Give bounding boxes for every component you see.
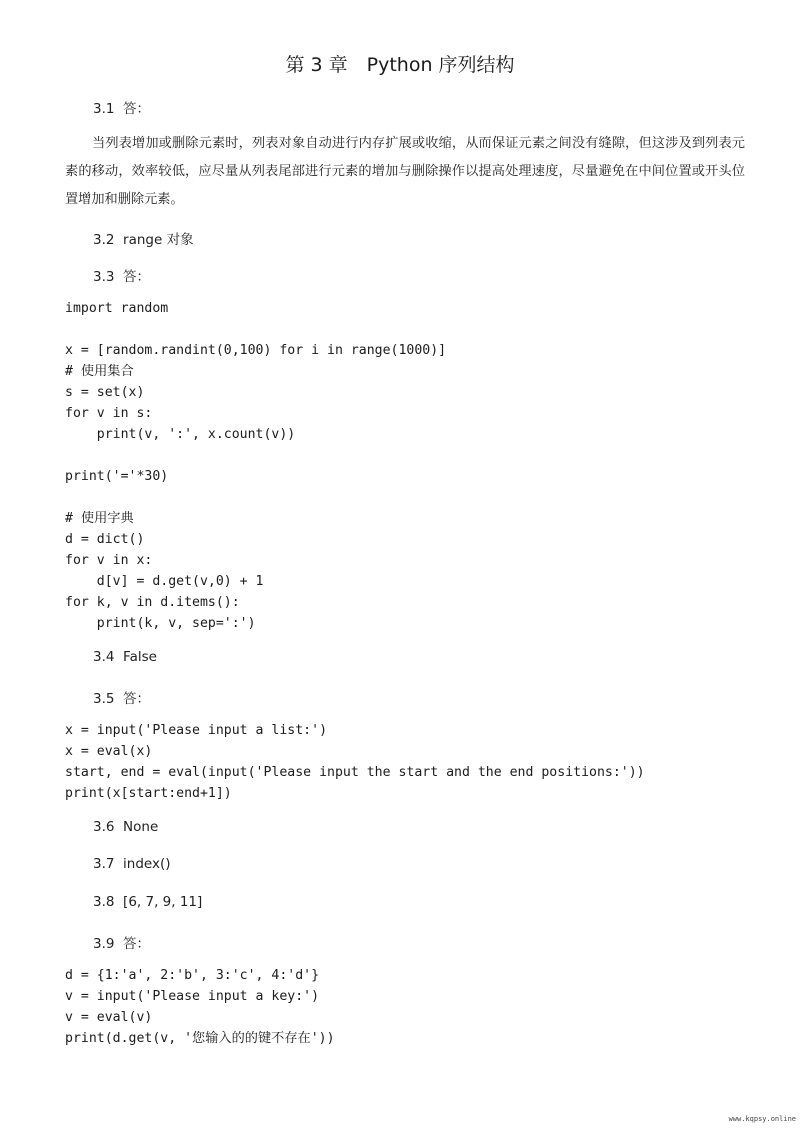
code-block-3-5: x = input('Please input a list:') x = eval(x) start, end = eval(input('Please input the start and the end positions:')) print(x[start:end+1]) bbox=[65, 723, 645, 801]
section-3-4-answer: 3.4 False bbox=[93, 649, 157, 665]
section-3-6-answer: 3.6 None bbox=[93, 819, 159, 835]
code-block-3-3: import random x = [random.randint(0,100) for i in range(1000)] # 使用集合 s = set(x) for v in s: print(v, ':', x.count(v)) print('='*30) # 使用字典 d = dict() for v in x: d[v] = d.get(v,0) + 1 for k, v in d.items(): print(k, v, sep=':') bbox=[65, 301, 447, 631]
code-block-3-9: d = {1:'a', 2:'b', 3:'c', 4:'d'} v = input('Please input a key:') v = eval(v) print(d.get(v, '您输入的的键不存在')) bbox=[65, 968, 335, 1046]
watermark: www.kqpsy.online bbox=[728, 1115, 796, 1123]
chapter-title: 第 3 章 Python 序列结构 bbox=[285, 54, 515, 76]
section-3-8-answer: 3.8 [6, 7, 9, 11] bbox=[93, 894, 203, 910]
section-3-9-heading: 3.9 答： bbox=[93, 936, 151, 952]
section-3-7-answer: 3.7 index() bbox=[93, 856, 171, 872]
section-3-5-heading: 3.5 答： bbox=[93, 691, 151, 707]
section-3-2-answer: 3.2 range 对象 bbox=[93, 232, 194, 248]
section-3-1-heading: 3.1 答： bbox=[93, 101, 151, 117]
answer-3-1-paragraph: 当列表增加或删除元素时，列表对象自动进行内存扩展或收缩，从而保证元素之间没有缝隙，但这涉及到列表元素的移动，效率较低，应尽量从列表尾部进行元素的增加与删除操作以提高处理速度，尽量避免在中间位置或开头位置增加和删除元素。 bbox=[65, 136, 745, 207]
section-3-3-heading: 3.3 答： bbox=[93, 269, 151, 285]
